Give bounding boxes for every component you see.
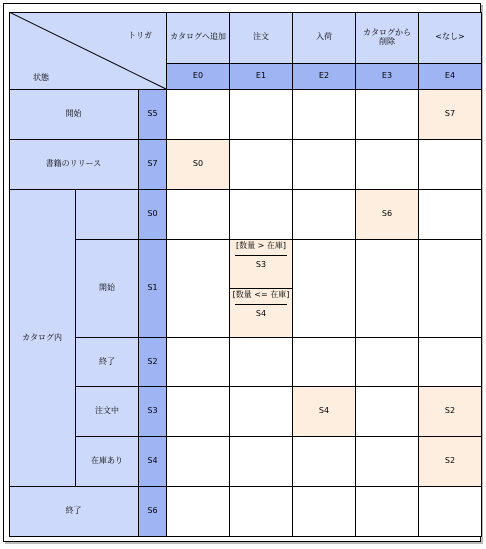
cell-s6-e3 — [356, 487, 419, 537]
cell-s3-e2: S4 — [293, 387, 356, 437]
cell-s7-e3 — [356, 140, 419, 190]
cell-s1-e2 — [293, 240, 356, 338]
state-id-s2: S2 — [139, 338, 167, 387]
cell-s0-e4 — [419, 190, 482, 240]
cell-s0-e3: S6 — [356, 190, 419, 240]
corner-header — [9, 12, 167, 90]
state-id-s1: S1 — [139, 240, 167, 338]
cell-s7-e0: S0 — [167, 140, 230, 190]
trigger-label: トリガ — [128, 31, 152, 40]
table-left-border — [9, 12, 10, 537]
cell-s4-e0 — [167, 437, 230, 487]
state-id-s7: S7 — [139, 140, 167, 190]
event-name-e0: カタログへ追加 — [167, 12, 230, 64]
next-state-s4: S4 — [255, 308, 267, 318]
state-id-s5: S5 — [139, 90, 167, 140]
cell-s7-e4 — [419, 140, 482, 190]
cell-s4-e1 — [230, 437, 293, 487]
cell-s3-e4: S2 — [419, 387, 482, 437]
cell-s2-e2 — [293, 338, 356, 387]
cell-s3-e3 — [356, 387, 419, 437]
cell-s4-e2 — [293, 437, 356, 487]
event-name-e3: カタログから削除 — [356, 12, 419, 64]
event-name-e1: 注文 — [230, 12, 293, 64]
state-label-book-release: 書籍のリリース — [9, 140, 139, 190]
cell-s2-e1 — [230, 338, 293, 387]
event-id-e1: E1 — [230, 64, 293, 90]
state-id-s0: S0 — [139, 190, 167, 240]
cell-s7-e2 — [293, 140, 356, 190]
substate-label-end: 終了 — [76, 338, 139, 387]
cell-s1-e1-guard-low — [230, 289, 293, 338]
state-label: 状態 — [33, 73, 49, 82]
substate-label-start: 開始 — [76, 240, 139, 338]
cell-s5-e2 — [293, 90, 356, 140]
event-id-e3: E3 — [356, 64, 419, 90]
event-id-e2: E2 — [293, 64, 356, 90]
cell-s6-e1 — [230, 487, 293, 537]
substate-label-in-stock: 在庫あり — [76, 437, 139, 487]
state-transition-table — [3, 3, 481, 542]
cell-s5-e4: S7 — [419, 90, 482, 140]
next-state-s3: S3 — [255, 259, 267, 269]
cell-s7-e1 — [230, 140, 293, 190]
cell-s1-e4 — [419, 240, 482, 338]
guard-quantity-gt-stock: [数量 > 在庫] — [235, 241, 287, 250]
guard-separator — [235, 255, 287, 256]
state-label-end: 終了 — [9, 487, 139, 537]
cell-s6-e0 — [167, 487, 230, 537]
cell-s4-e3 — [356, 437, 419, 487]
substate-label-ordering: 注文中 — [76, 387, 139, 437]
event-name-e2: 入荷 — [293, 12, 356, 64]
state-label-start: 開始 — [9, 90, 139, 140]
state-id-s6: S6 — [139, 487, 167, 537]
event-id-e4: E4 — [419, 64, 482, 90]
cell-s5-e3 — [356, 90, 419, 140]
cell-s5-e0 — [167, 90, 230, 140]
guard-quantity-le-stock: [数量 <= 在庫] — [232, 290, 290, 299]
cell-s2-e3 — [356, 338, 419, 387]
cell-s4-e4: S2 — [419, 437, 482, 487]
guard-separator — [235, 304, 287, 305]
cell-s1-e3 — [356, 240, 419, 338]
cell-s0-e2 — [293, 190, 356, 240]
state-label-in-catalog: カタログ内 — [9, 190, 76, 487]
event-name-e4: <なし> — [419, 12, 482, 64]
cell-s1-e1-guard-high — [230, 240, 293, 289]
cell-s3-e1 — [230, 387, 293, 437]
table-top-border — [9, 12, 482, 13]
cell-s0-e1 — [230, 190, 293, 240]
cell-s3-e0 — [167, 387, 230, 437]
substate-label-blank — [76, 190, 139, 240]
event-id-e0: E0 — [167, 64, 230, 90]
cell-s6-e2 — [293, 487, 356, 537]
cell-s5-e1 — [230, 90, 293, 140]
cell-s6-e4 — [419, 487, 482, 537]
cell-s1-e0 — [167, 240, 230, 338]
state-id-s3: S3 — [139, 387, 167, 437]
state-id-s4: S4 — [139, 437, 167, 487]
cell-s0-e0 — [167, 190, 230, 240]
cell-s2-e0 — [167, 338, 230, 387]
cell-s2-e4 — [419, 338, 482, 387]
